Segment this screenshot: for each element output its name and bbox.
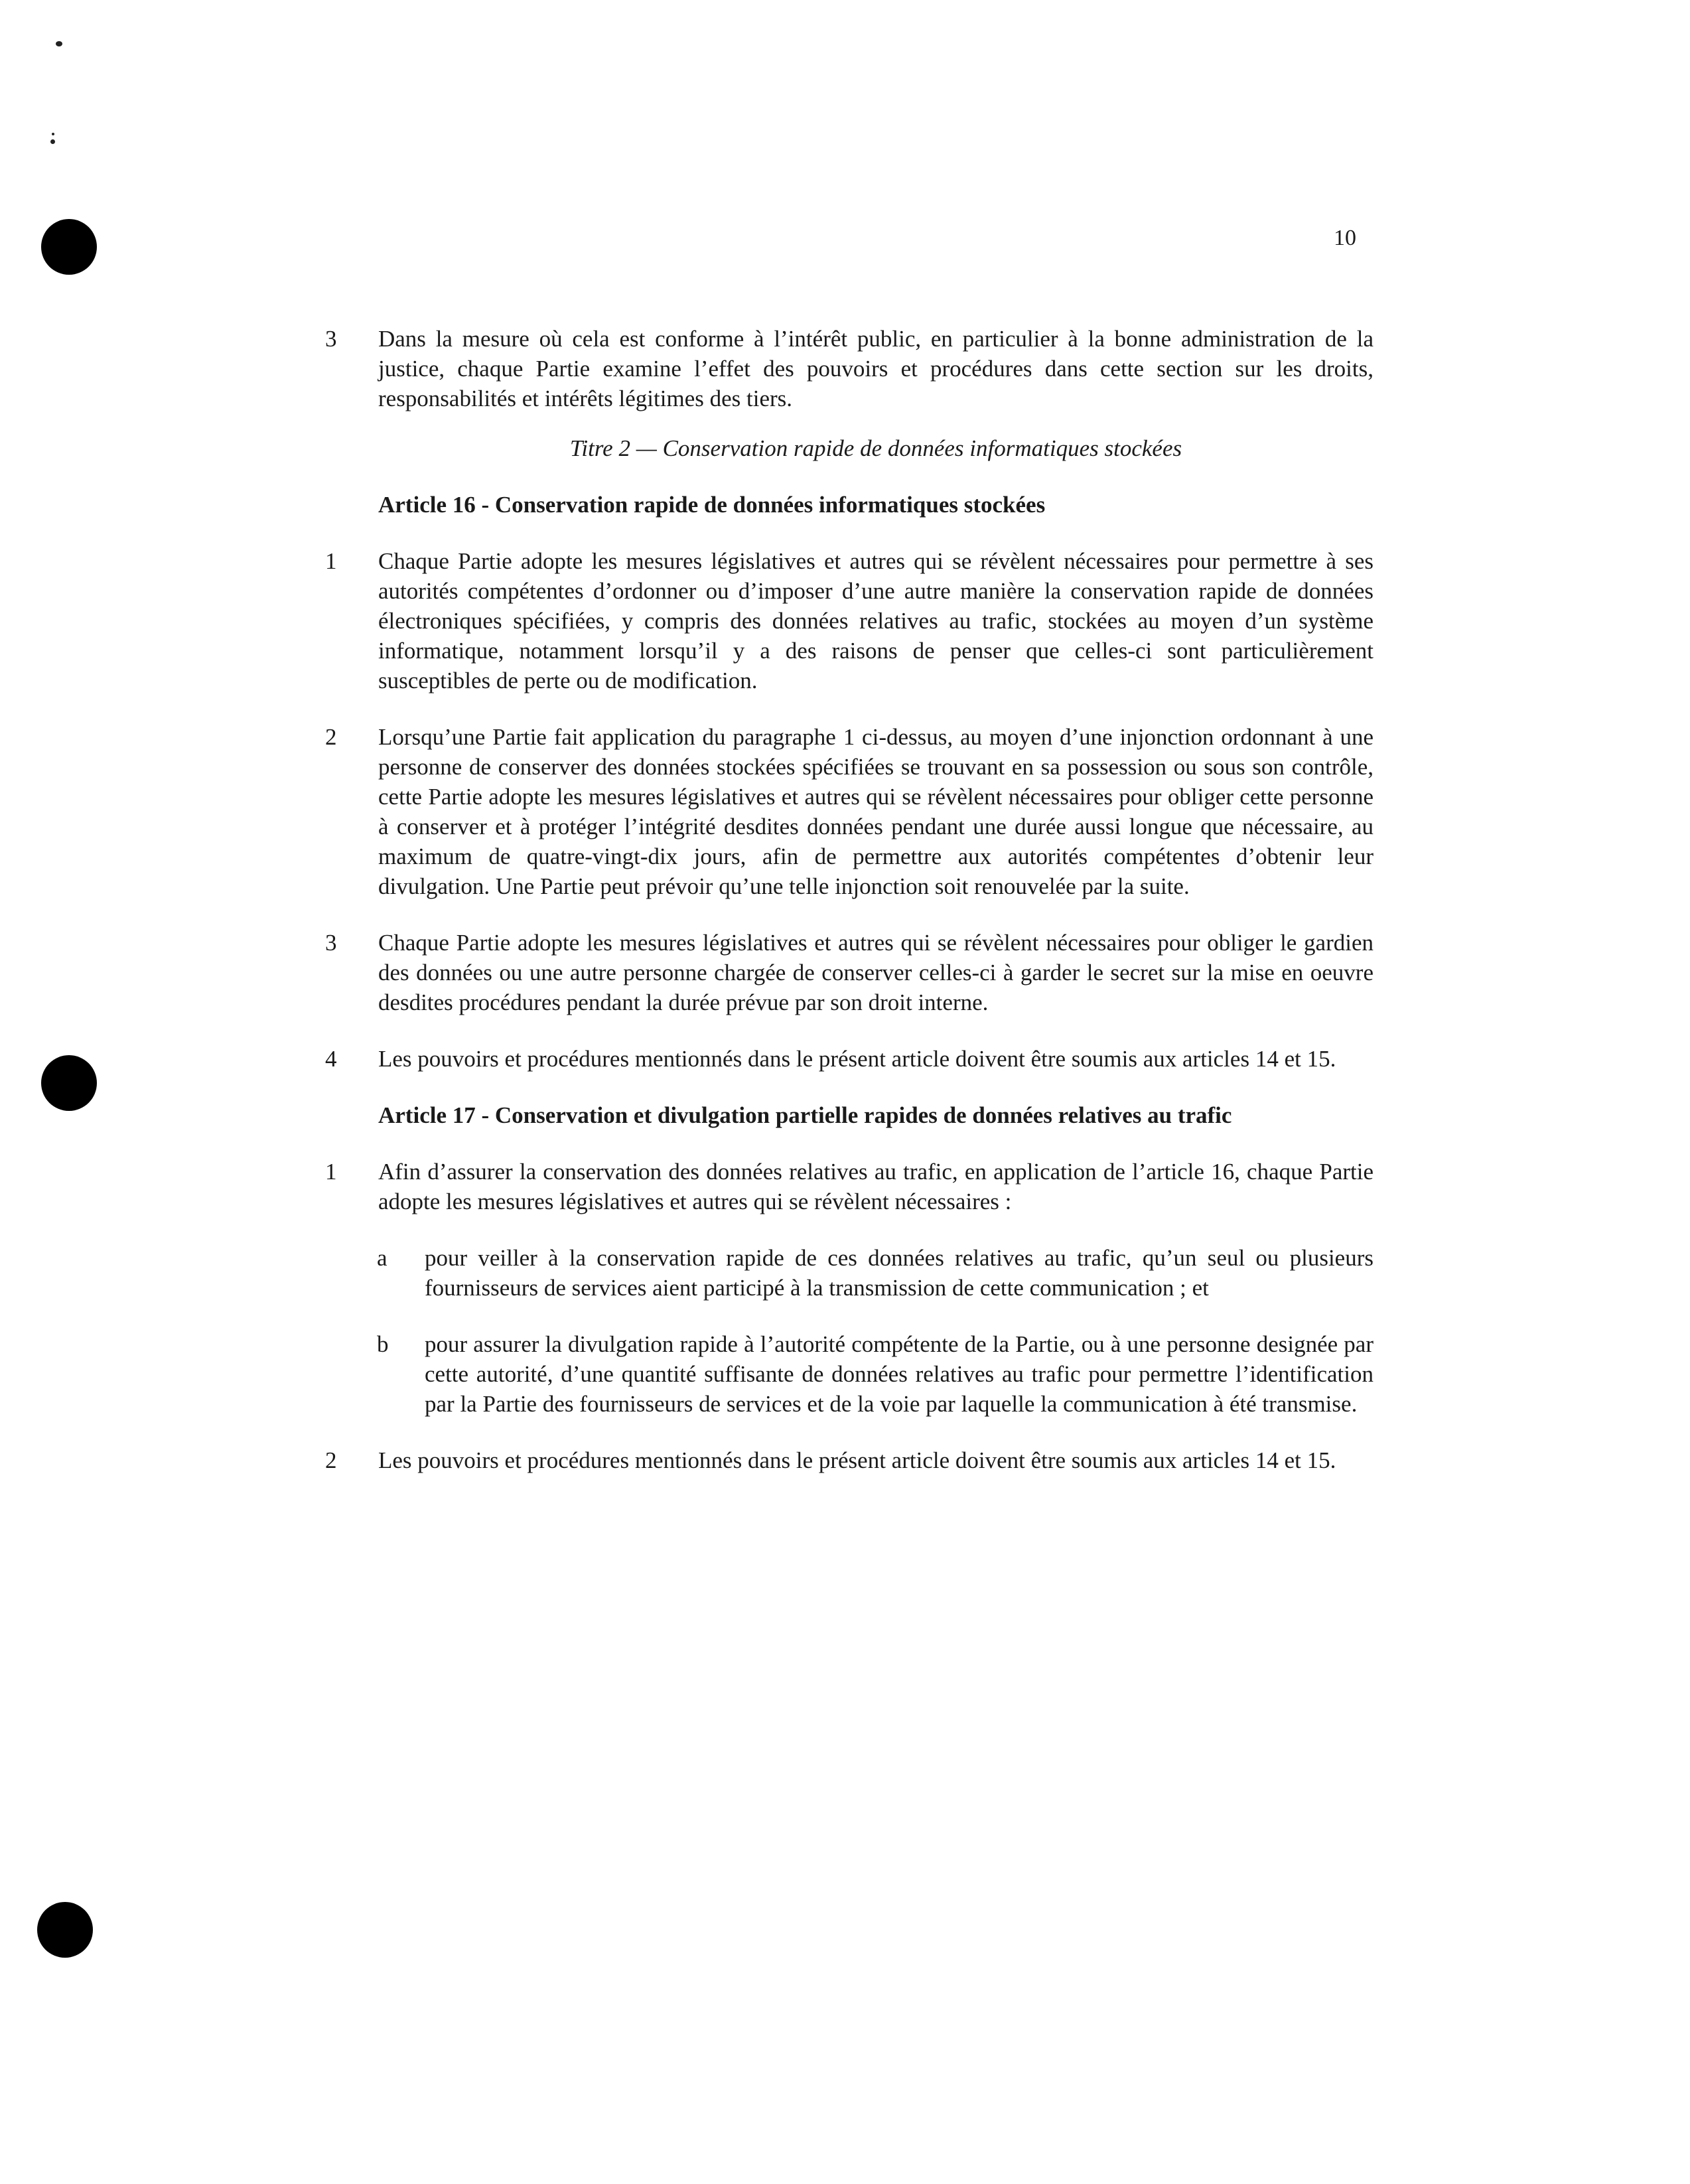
item-letter: a xyxy=(377,1245,387,1271)
paragraph-text: Chaque Partie adopte les mesures législatives et autres qui se révèlent nécessaires pour obliger le gardien des données ou une autre personne chargée de conserver celles-ci à garder le secret sur la mise en oeuvre desdites procédures pendant la durée prévue par son droit interne. xyxy=(378,930,1373,1015)
section-title: Titre 2 — Conservation rapide de données informatiques stockées xyxy=(569,435,1182,461)
scan-speck xyxy=(52,133,54,135)
document-body xyxy=(325,324,1373,1475)
scan-speck xyxy=(56,41,62,46)
punch-hole-top xyxy=(41,219,97,275)
paragraph-text: Dans la mesure où cela est conforme à l’intérêt public, en particulier à la bonne administration de la justice, chaque Partie examine l’effet des pouvoirs et procédures dans cette section sur les droits, responsabilités et intérêts légitimes des tiers. xyxy=(378,326,1373,411)
paragraph-text: Les pouvoirs et procédures mentionnés dans le présent article doivent être soumis aux articles 14 et 15. xyxy=(378,1447,1336,1473)
article-17-heading: Article 17 - Conservation et divulgation partielle rapides de données relatives au trafic xyxy=(378,1102,1232,1128)
paragraph-number: 3 xyxy=(325,326,337,352)
punch-hole-middle xyxy=(41,1055,97,1111)
scan-speck xyxy=(50,139,55,144)
paragraph-number: 4 xyxy=(325,1046,337,1072)
article-17-item-b xyxy=(325,1329,1373,1419)
item-text: pour assurer la divulgation rapide à l’autorité compétente de la Partie, ou à une personne designée par cette autorité, d’une quantité suffisante de données relatives au trafic pour permettre l’identification par la Partie des fournisseurs de services et de la voie par laquelle la communication à été transmise. xyxy=(425,1331,1373,1417)
page-number: 10 xyxy=(1334,226,1356,250)
paragraph-text: Lorsqu’une Partie fait application du paragraphe 1 ci-dessus, au moyen d’une injonction ordonnant à une personne de conserver des données stockées spécifiées se trouvant en sa possession ou sous son contrôle, cette Partie adopte les mesures législatives et autres qui se révèlent nécessaires pour obliger cette personne à conserver et à protéger l’intégrité desdites données pendant une durée aussi longue que nécessaire, au maximum de quatre-vingt-dix jours, afin de permettre aux autorités compétentes d’obtenir leur divulgation. Une Partie peut prévoir qu’une telle injonction soit renouvelée par la suite. xyxy=(378,724,1373,899)
paragraph-number: 1 xyxy=(325,548,337,574)
paragraph-text: Chaque Partie adopte les mesures législatives et autres qui se révèlent nécessaires pour permettre à ses autorités compétentes d’ordonner ou d’imposer d’une autre manière la conservation rapide de données électroniques spécifiées, y compris des données relatives au trafic, stockées au moyen d’un système informatique, notamment lorsqu’il y a des raisons de penser que celles-ci sont particulièrement susceptibles de perte ou de modification. xyxy=(378,548,1373,693)
article-16-paragraph-1 xyxy=(325,546,1373,695)
paragraph-number: 2 xyxy=(325,724,337,750)
article-16-paragraph-3 xyxy=(325,928,1373,1017)
paragraph-number: 1 xyxy=(325,1159,337,1185)
paragraph-number: 2 xyxy=(325,1447,337,1473)
paragraph-text: Afin d’assurer la conservation des données relatives au trafic, en application de l’article 16, chaque Partie adopte les mesures législatives et autres qui se révèlent nécessaires : xyxy=(378,1159,1373,1214)
article-16-paragraph-2 xyxy=(325,722,1373,901)
paragraph-text: Les pouvoirs et procédures mentionnés dans le présent article doivent être soumis aux articles 14 et 15. xyxy=(378,1046,1336,1072)
article-16-paragraph-4 xyxy=(325,1044,1373,1074)
article-17-paragraph-2 xyxy=(325,1445,1373,1475)
item-letter: b xyxy=(377,1331,389,1357)
intro-paragraph xyxy=(325,324,1373,413)
punch-hole-bottom xyxy=(37,1902,93,1958)
article-16-heading: Article 16 - Conservation rapide de données informatiques stockées xyxy=(378,492,1046,518)
article-17-item-a xyxy=(325,1243,1373,1303)
paragraph-number: 3 xyxy=(325,930,337,956)
article-17-paragraph-1 xyxy=(325,1157,1373,1216)
item-text: pour veiller à la conservation rapide de ces données relatives au trafic, qu’un seul ou plusieurs fournisseurs de services aient participé à la transmission de cette communication ; et xyxy=(425,1245,1373,1301)
